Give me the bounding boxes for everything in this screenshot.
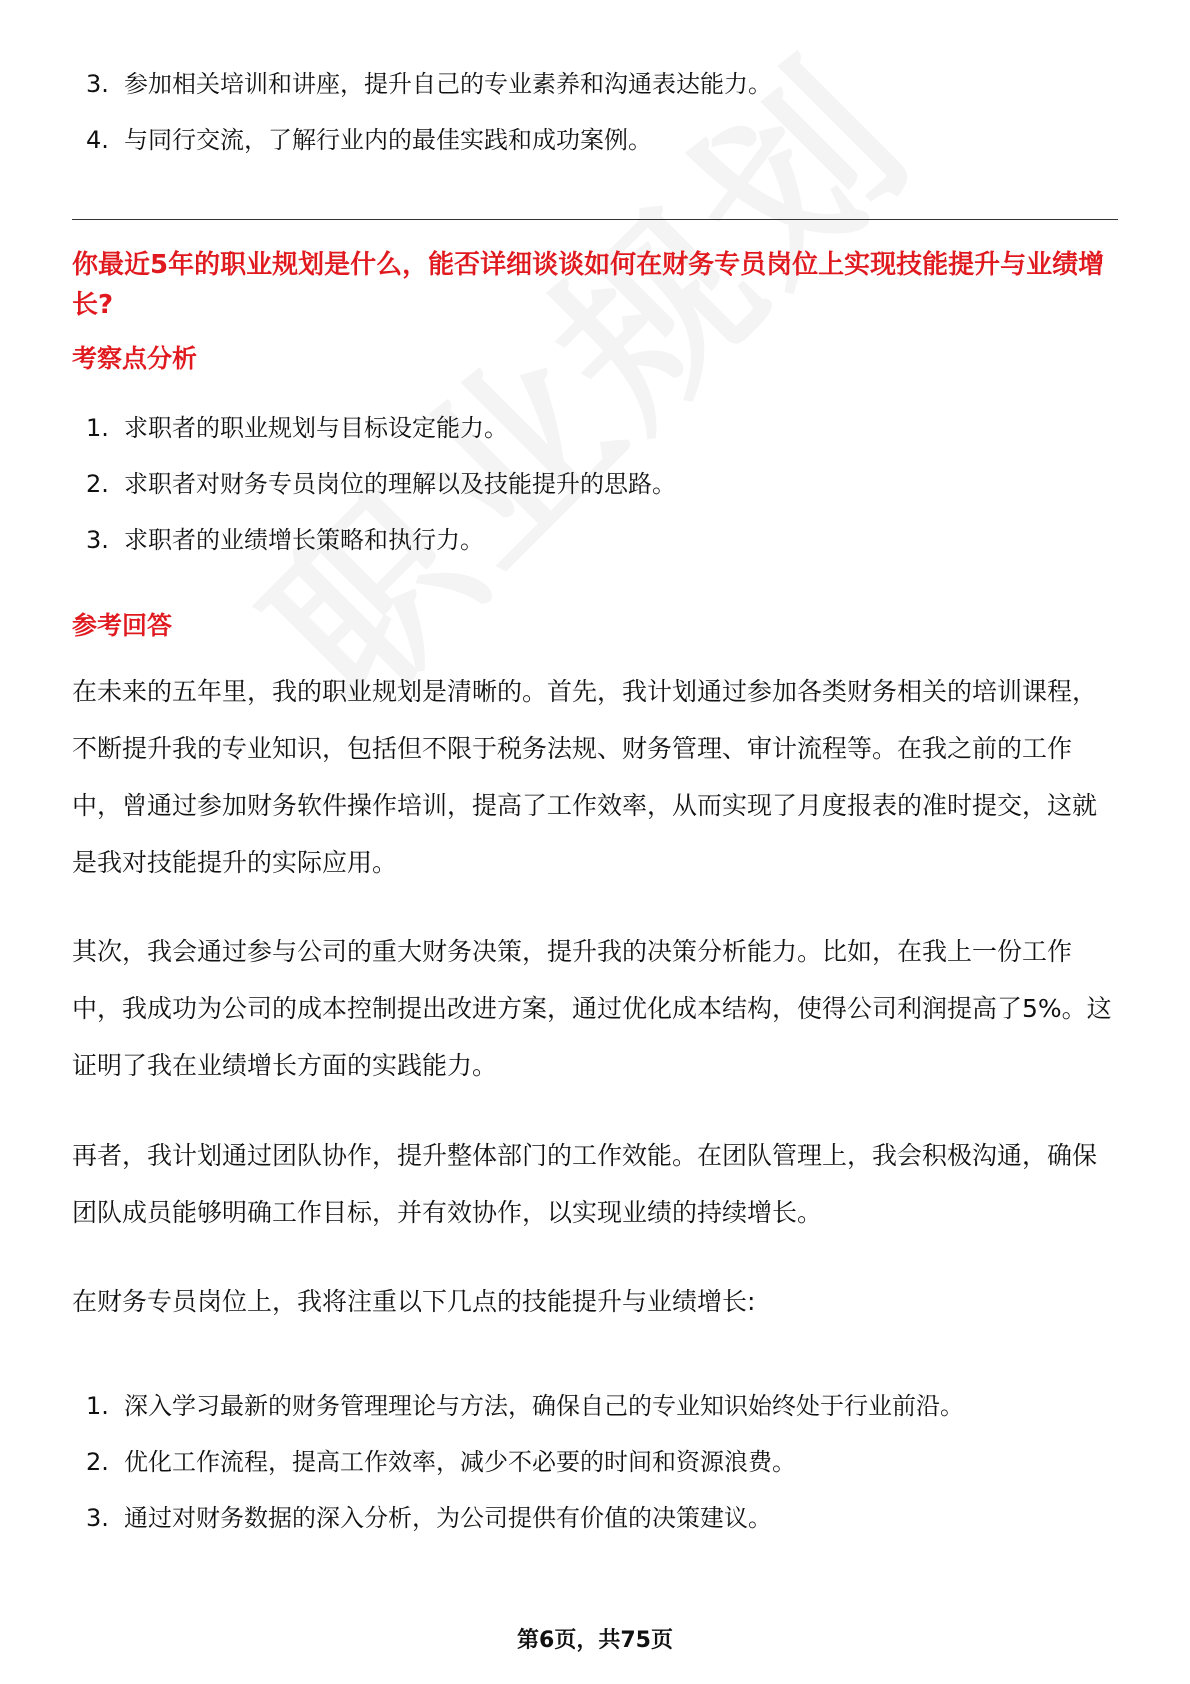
list-item: 3. 参加相关培训和讲座，提升自己的专业素养和沟通表达能力。	[86, 70, 772, 98]
list-item: 3. 通过对财务数据的深入分析，为公司提供有价值的决策建议。	[86, 1504, 772, 1532]
answer-paragraph: 其次，我会通过参与公司的重大财务决策，提升我的决策分析能力。比如，在我上一份工作中，我成功为公司的成本控制提出改进方案，通过优化成本结构，使得公司利润提高了5%。这证明了我在业绩增长方面的实践能力。	[72, 937, 1112, 1080]
list-item: 1. 深入学习最新的财务管理理论与方法，确保自己的专业知识始终处于行业前沿。	[86, 1392, 964, 1420]
skill-list	[72, 1378, 1092, 1546]
previous-list	[72, 56, 1092, 168]
list-item: 4. 与同行交流，了解行业内的最佳实践和成功案例。	[86, 126, 652, 154]
list-item: 3. 求职者的业绩增长策略和执行力。	[86, 526, 484, 554]
section-divider	[72, 219, 1118, 220]
analysis-list	[72, 400, 1092, 568]
analysis-heading: 考察点分析	[72, 344, 198, 373]
list-item: 1. 求职者的职业规划与目标设定能力。	[86, 414, 508, 442]
question-heading: 你最近5年的职业规划是什么，能否详细谈谈如何在财务专员岗位上实现技能提升与业绩增长?	[72, 250, 1105, 320]
list-item: 2. 优化工作流程，提高工作效率，减少不必要的时间和资源浪费。	[86, 1448, 796, 1476]
answer-heading: 参考回答	[72, 611, 173, 640]
answer-paragraph: 再者，我计划通过团队协作，提升整体部门的工作效能。在团队管理上，我会积极沟通，确保团队成员能够明确工作目标，并有效协作，以实现业绩的持续增长。	[72, 1141, 1098, 1227]
page-number: 第6页，共75页	[517, 1628, 673, 1653]
list-item: 2. 求职者对财务专员岗位的理解以及技能提升的思路。	[86, 470, 676, 498]
answer-paragraph: 在财务专员岗位上，我将注重以下几点的技能提升与业绩增长:	[72, 1287, 756, 1316]
answer-paragraph: 在未来的五年里，我的职业规划是清晰的。首先，我计划通过参加各类财务相关的培训课程，不断提升我的专业知识，包括但不限于税务法规、财务管理、审计流程等。在我之前的工作中，曾通过参加财务软件操作培训，提高了工作效率，从而实现了月度报表的准时提交，这就是我对技能提升的实际应用。	[72, 677, 1098, 877]
